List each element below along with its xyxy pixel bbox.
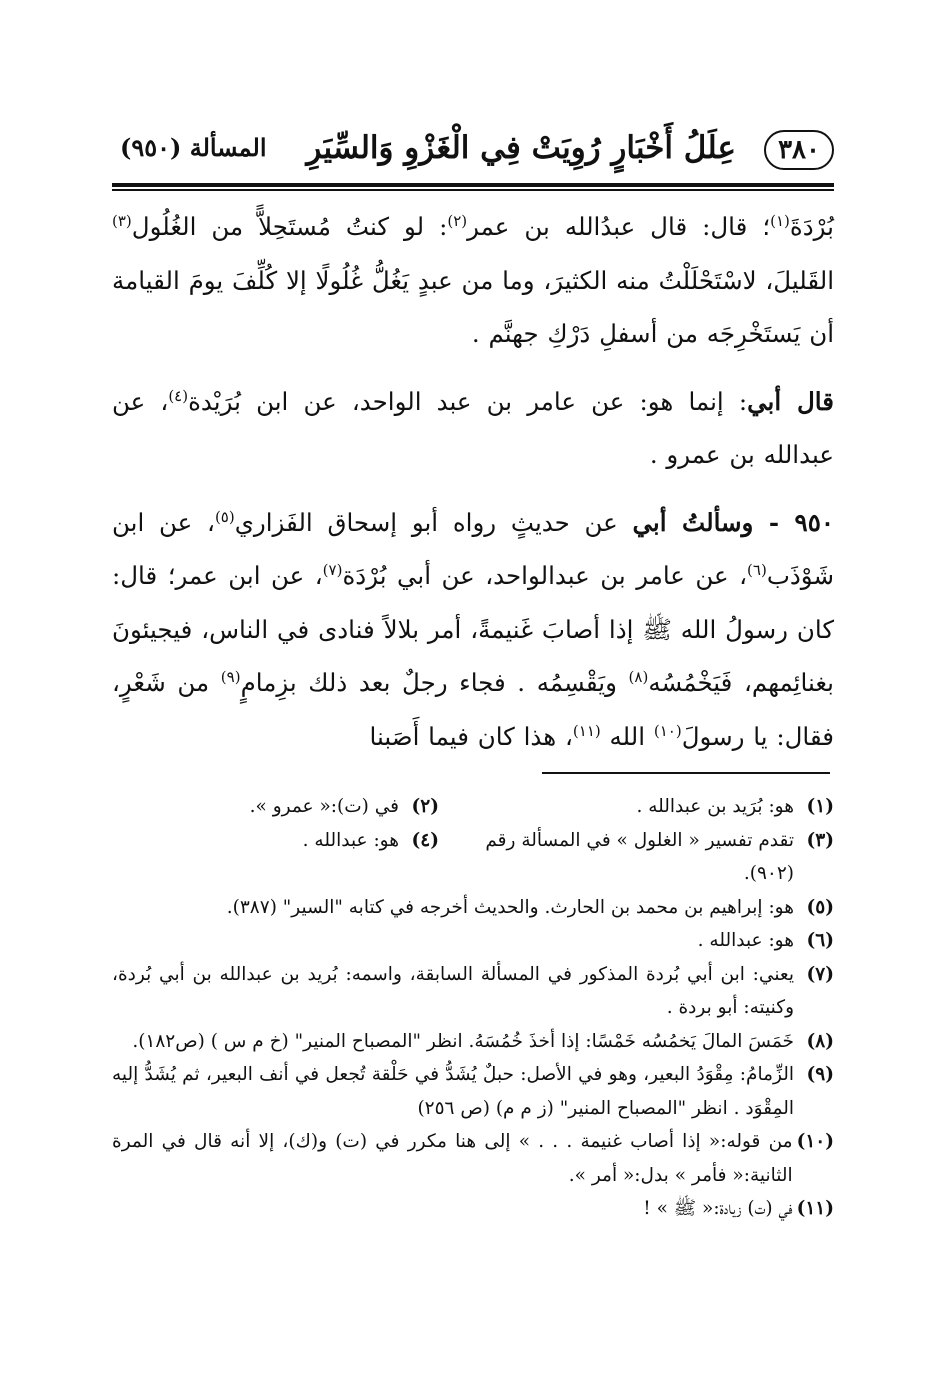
footnote-number: (١) <box>806 796 834 817</box>
footnote-2 <box>250 790 439 824</box>
text-run: ، عن ابن شَوْذَب <box>112 507 834 590</box>
main-text <box>112 200 834 763</box>
footnote-10 <box>112 1125 834 1192</box>
text-run: ، عن ابن عمر؛ قال: كان رسولُ الله ﷺ إذا أصابَ غَنيمةً، أمر بلالاً فنادى في الناس، فيجيئونَ بغنائِمهم، فَيَخْمُسُه <box>112 561 834 697</box>
footnote-text: يعني: ابن أبي بُردة المذكور في المسألة السابقة، واسمه: بُريد بن عبدالله بن أبي بُردة، وكنيته: أبو بردة . <box>112 963 794 1018</box>
footnote-text: هو: عبدالله . <box>302 829 399 851</box>
footnote-text: هو: بُرَيد بن عبدالله . <box>636 796 794 817</box>
footnote-7 <box>112 958 834 1025</box>
footnote-text: هو: إبراهيم بن محمد بن الحارث. والحديث أخرجه في كتابه "السير" (٣٨٧). <box>226 896 794 918</box>
footnote-ref: (٢) <box>447 211 468 230</box>
footnote-11 <box>112 1192 834 1226</box>
footnote-ref: (٧) <box>322 560 343 579</box>
question-number-lead: ٩٥٠ - وسألتُ أبي <box>632 507 835 537</box>
text-run: عن حديثٍ رواه أبو إسحاق الفَزاري <box>234 507 633 537</box>
text-run: من شَعْرٍ، فقال: يا رسولَ <box>112 668 834 751</box>
footnote-text: من قوله:« إذا أصاب غنيمة . . . » إلى هنا مكرر في (ت) و(ك)، إلا أنه قال في المرة الثانية:« فأمر » بدل:« أمر ». <box>112 1131 793 1186</box>
text-run: : لو كنتُ مُستَحِلاًّ من الغُلُول <box>131 212 448 241</box>
footnote-ref: (٩) <box>220 667 241 686</box>
footnote-text: هو: عبدالله . <box>697 930 794 951</box>
footnote-pair <box>112 790 834 824</box>
text-run: القَليلَ، لاسْتَحْلَلْتُ منه الكثيرَ، وما من عبدٍ يَغُلُّ غُلُولًا إلا كُلِّفَ يومَ القيامة أن يَستَخْرِجَه من أسفلِ دَرْكِ جهنَّم . <box>112 265 834 348</box>
footnote-number: (٦) <box>806 930 834 951</box>
running-title: عِلَلُ أَخْبَارٍ رُوِيَتْ فِي الْغَزْوِ وَالسِّيَرِ <box>306 130 736 166</box>
text-run: ؛ قال: قال عبدُالله بن عمر <box>467 212 771 241</box>
footnote-5 <box>112 891 834 925</box>
footnote-ref: (٥) <box>214 507 235 526</box>
footnote-separator <box>542 772 830 774</box>
paragraph-3 <box>112 496 834 764</box>
footnote-number: (١٠) <box>796 1131 834 1152</box>
footnote-number: (٣) <box>806 829 834 851</box>
paragraph-1 <box>112 200 834 361</box>
text-run: ، عن عبدالله بن عمرو . <box>112 386 834 469</box>
paragraph-lead: قال أبي <box>747 386 834 416</box>
footnote-ref: (١٠) <box>653 721 682 740</box>
text-run: ، عن عامر بن عبدالواحد، عن أبي بُرْدَة <box>342 561 748 590</box>
footnote-4 <box>303 824 439 858</box>
footnote-1 <box>439 790 834 824</box>
text-run: : إنما هو: عن عامر بن عبد الواحد، عن ابن بُرَيْدة <box>188 386 748 416</box>
header-rule-thin <box>112 189 834 191</box>
text-run: الله <box>600 721 654 751</box>
text-run: ويَقْسِمُه . فجاء رجلٌ بعد ذلك بزِمامٍ <box>240 668 629 697</box>
footnote-8 <box>112 1025 834 1059</box>
footnote-text: الزِّمامُ: مِقْوَدُ البعير، وهو في الأصل: حبلٌ يُشَدُّ في حَلْقة تُجعل في أنف البعير، ثم يُشَدُّ إليه المِقْوَد . انظر "المصباح المنير" (ز م م) (ص ٢٥٦) <box>112 1064 794 1119</box>
footnote-ref: (١١) <box>572 721 601 740</box>
section-reference: المسألة (٩٥٠) <box>120 133 267 162</box>
footnote-text: في (ت):« عمرو ». <box>249 796 399 817</box>
footnote-text: في (ت) زيادة:« ﷺ » ! <box>643 1198 793 1219</box>
footnote-number: (٨) <box>806 1030 834 1052</box>
footnote-6 <box>112 924 834 958</box>
footnote-ref: (٤) <box>168 386 189 405</box>
footnote-ref: (٨) <box>628 667 649 686</box>
footnote-9 <box>112 1058 834 1125</box>
footnote-ref: (١) <box>770 211 790 230</box>
footnote-number: (٥) <box>806 896 834 918</box>
footnote-3 <box>439 824 834 891</box>
footnote-number: (٤) <box>411 829 439 851</box>
text-run: ، هذا كان فيما أَصَبنا <box>369 721 573 751</box>
footnote-ref: (٣) <box>112 211 132 230</box>
footnote-number: (١١) <box>796 1198 834 1219</box>
footnote-number: (٢) <box>411 796 439 817</box>
page-number: ٣٨٠ <box>764 130 834 170</box>
footnotes <box>112 790 834 1226</box>
paragraph-2 <box>112 375 834 482</box>
text-run: بُرْدَةَ <box>789 212 834 241</box>
footnote-ref: (٦) <box>747 560 767 579</box>
footnote-pair <box>112 824 834 891</box>
header-rule-thick <box>112 183 834 187</box>
footnote-text: تقدم تفسير « الغلول » في المسألة رقم (٩٠٢). <box>485 829 794 884</box>
footnote-text: خَمَسَ المالَ يَخمُسُه خَمْسًا: إذا أخذَ خُمُسَهُ. انظر "المصباح المنير" (خ م س ) (ص١٨٢). <box>132 1030 794 1052</box>
footnote-number: (٩) <box>806 1064 834 1085</box>
footnote-number: (٧) <box>806 963 834 985</box>
page-header <box>112 128 834 176</box>
